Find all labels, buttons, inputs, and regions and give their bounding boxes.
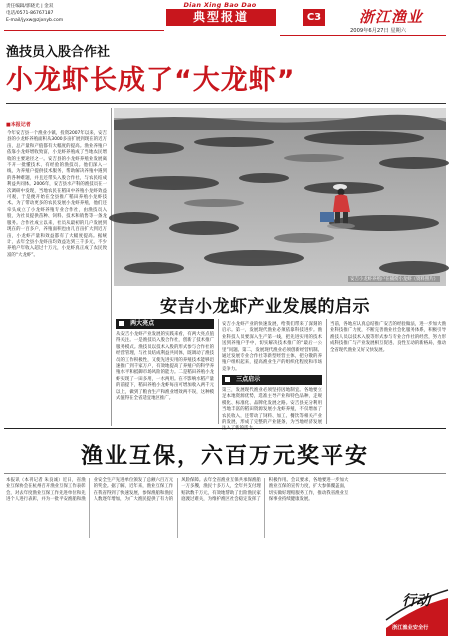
article3-headline: 渔业互保，六百万元奖平安 (80, 443, 369, 469)
footer-badge (386, 586, 448, 636)
photo-caption: 安吉小龙虾养殖户在捕捞小龙虾（资料照片） (350, 277, 438, 282)
article3-body: 本报讯（本刊记者 朱良诚）近日，省渔业互保协会在杭州召开渔业互保工作表彰会，对去年度渔业互保工作先进单位和先进个人进行表彰，并为一批平安渔船和渔业安全生产先进单位颁发了总额六百万元的奖金。据了解，近年来，渔业互保工作在我省得到了快速发展，参保渔船和渔民人数逐年增加，为广大渔民提供了有力的风险保障。去年全省渔业互保共承保渔船一万多艘，渔民十多万人，全年共支付理赔款数千万元，有效地帮助了出险渔民家庭渡过难关，为维护渔区社会稳定发挥了积极作用。会议要求，各地要进一步加大渔业互保的宣传力度，扩大参保覆盖面，切实做好理赔服务工作，推动我省渔业互保事业持续健康发展。 (6, 478, 349, 503)
section-three-insights: 三点启示 (222, 375, 322, 385)
pinyin-title: Dian Xing Bao Dao (183, 1, 257, 9)
badge-title: 行动 (402, 593, 430, 609)
section-two-highlights: 两大亮点 (116, 319, 214, 329)
page-code-label: C3 (306, 12, 322, 23)
page-code (303, 9, 325, 26)
article2-headline: 安吉小龙虾产业发展的启示 (160, 297, 370, 317)
section-divider (4, 428, 446, 429)
article1-kicker: 渔技员入股合作社 (6, 45, 111, 60)
badge-subtitle: 浙江渔业安全行 (392, 625, 429, 631)
email-line: E-mail/jyxw@zjxnyb.com (6, 18, 64, 23)
header (0, 0, 450, 36)
section-title: 典型报道 (192, 10, 249, 24)
article2-col-a: 从安吉小龙虾产业发展的实践来看，有两大亮点值得关注。一是渔技员入股合作社，创新了技术推广服务模式。渔技员以技术入股的形式参与合作社的经营管理，与社员结成利益共同体，既调动了渔技员的工作积极性，又使先进实用的养殖技术能够迅速推广到千家万户，有效地提高了养殖户的科学养殖水平和抵御市场风险的能力。二是稻田养殖小龙虾实现了一田多用，一水两用。在不影响水稻产量的前提下，稻田养殖小龙虾每亩可增加收入两千元以上，做到了粮食生产和渔业增效两不误，这种模式值得在全省适宜地区推广。 (116, 332, 214, 402)
editor-line: 责任编辑/郭晓光 | 金双 (6, 4, 54, 9)
column-rule (111, 108, 112, 426)
article1-headline: 小龙虾长成了“大龙虾” (6, 65, 296, 96)
date-line: 2009年6月27日 星期六 (350, 28, 406, 34)
headline-rule-bottom (4, 473, 446, 474)
article1-body: 今年安吉县一个渔业小镇，投资2007年以来，安吉县的小龙虾养殖面积从3000多亩扩展到现在的近万亩，总产量和产值都有大幅度的提高。渔业养殖户依靠小龙虾增收致富，小龙虾养殖成了当地农民增收的主要途径之一。安吉县的小龙虾养殖业发展离不开一批懂技术、有经验的渔技员。他们深入一线，为养殖户提供技术服务，帮助解决养殖中遇到的各种难题，并且还带头入股合作社，与农民结成利益共同体。2006年，安吉县水产科的渔技员在一次调研中发现，当地农民在稻田中养殖小龙虾效益可观，于是便开始在全县推广稻田养殖小龙虾技术。为了带动更多的农民发展小龙虾养殖，他们还牵头成立了小龙虾养殖专业合作社，由渔技员入股，为社员提供苗种、饲料、技术和销售等一条龙服务。合作社成立以来，社员从最初的几户发展到现在的一百多户，养殖面积也由几百亩扩大到近万亩，小龙虾产量和效益都有了大幅度提高。据统计，去年全县小龙虾亩均效益达到三千多元，不少养殖户年收入超过十万元，小龙虾真正成了农民致富的“大龙虾”。 (7, 131, 107, 258)
headline-rule (6, 103, 446, 104)
article2-col-b: 安吉小龙虾产业的快速发展，给我们带来了深刻的启示。第一，发展现代渔业必须依靠科技进步。渔业科技人员要深入生产第一线，把先进实用的技术送到养殖户手中，切实解决技术推广的“最后一公里”问题。第二，发展现代渔业必须创新经营机制。通过发展专业合作社等新型经营主体，把分散的养殖户组织起来，提高渔业生产的组织化程度和市场竞争力。 (222, 322, 322, 372)
phone-line: 电话/0571-86767187 (6, 11, 54, 16)
column-rule (326, 319, 327, 424)
article2-col-d: 当前，各地应认真总结推广安吉的经验做法，进一步加大渔业科技推广力度，不断完善渔业社会化服务体系，积极引导渔技人员以技术入股等形式参与专业合作社的经营，努力形成科技推广与产业发展相互促进、良性互动的新格局，推动全省现代渔业又好又快发展。 (330, 322, 446, 353)
article1-byline: ■本报记者 (6, 122, 31, 128)
header-divider (4, 30, 164, 31)
column-rule (218, 319, 219, 424)
article2-col-c: 第三，发展现代渔业必须坚持因地制宜。各地要立足本地资源优势，选准主导产业和特色品种，走规模化、标准化、品牌化发展之路。安吉县充分利用当地丰富的稻田资源发展小龙虾养殖，不仅增加了农民收入，还带动了饲料、加工、餐饮等相关产业的发展，形成了完整的产业链条，为当地经济发展注入了新的活力。 (222, 388, 322, 432)
crayfish-farm-photo (114, 108, 446, 286)
section-banner (166, 9, 276, 26)
masthead: 浙江渔业 (358, 8, 423, 26)
header-divider-right (280, 35, 446, 36)
